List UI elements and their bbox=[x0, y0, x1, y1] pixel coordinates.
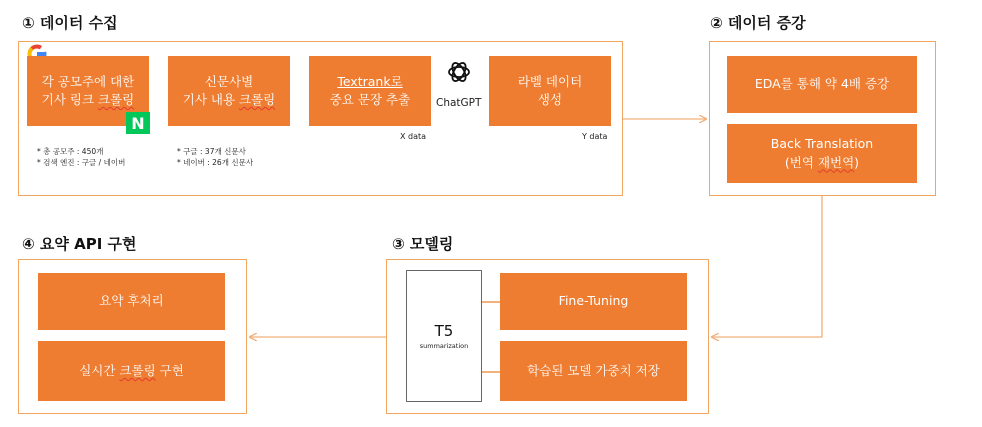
bt-line2-err: 재번역 bbox=[817, 154, 855, 170]
chatgpt-label: ChatGPT bbox=[436, 97, 482, 109]
t5-title: T5 bbox=[434, 322, 454, 340]
t5-subtitle: summarization bbox=[419, 342, 469, 350]
section-title-collect: ① 데이터 수집 bbox=[22, 14, 118, 32]
rt-pre: 실시간 bbox=[79, 362, 120, 378]
box-eda-label: EDA를 통해 약 4배 증강 bbox=[754, 76, 890, 92]
box-save-weights-label: 학습된 모델 가중치 저장 bbox=[527, 362, 660, 378]
y-data-label: Y data bbox=[582, 132, 608, 141]
bt-line2-post: ) bbox=[854, 154, 860, 170]
box-link-crawling-line2-pre: 기사 링크 bbox=[41, 92, 98, 107]
box-content-crawling-line1: 신문사별 bbox=[204, 73, 254, 89]
x-data-label: X data bbox=[400, 132, 427, 141]
note-google-publishers: * 구글 : 37개 신문사 bbox=[177, 147, 246, 156]
box-label-generation-line2: 생성 bbox=[537, 92, 563, 107]
box-link-crawling-line1: 각 공모주에 대한 bbox=[41, 73, 135, 89]
box-fine-tuning-label: Fine-Tuning bbox=[558, 293, 629, 309]
bt-line2-pre: (번역 bbox=[784, 154, 818, 170]
rt-err: 크롤링 bbox=[119, 362, 156, 378]
box-link-crawling-line2-err: 크롤링 bbox=[98, 92, 135, 107]
naver-icon-letter: N bbox=[131, 113, 145, 133]
note-naver-publishers: * 네이버 : 26개 신문사 bbox=[177, 158, 254, 168]
note-total-ipo: * 총 공모주 : 450개 bbox=[37, 147, 104, 156]
note-search-engine: * 검색 엔진 : 구글 / 네이버 bbox=[37, 158, 126, 168]
section-title-augment: ② 데이터 증강 bbox=[710, 14, 806, 32]
box-postprocess-label: 요약 후처리 bbox=[99, 293, 164, 309]
section-title-api: ④ 요약 API 구현 bbox=[22, 235, 137, 253]
box-textrank-line1: Textrank로 bbox=[337, 73, 403, 89]
arrow-augment-to-model bbox=[712, 196, 822, 337]
box-content-crawling-line2-err: 크롤링 bbox=[239, 92, 276, 107]
box-back-translation-line1: Back Translation bbox=[770, 136, 874, 152]
box-textrank-line2: 중요 문장 추출 bbox=[329, 92, 411, 107]
box-label-generation-line1: 라벨 데이터 bbox=[517, 73, 583, 89]
box-content-crawling-line2-pre: 기사 내용 bbox=[182, 92, 239, 107]
section-title-modeling: ③ 모델링 bbox=[392, 235, 454, 253]
rt-post: 구현 bbox=[155, 362, 184, 378]
